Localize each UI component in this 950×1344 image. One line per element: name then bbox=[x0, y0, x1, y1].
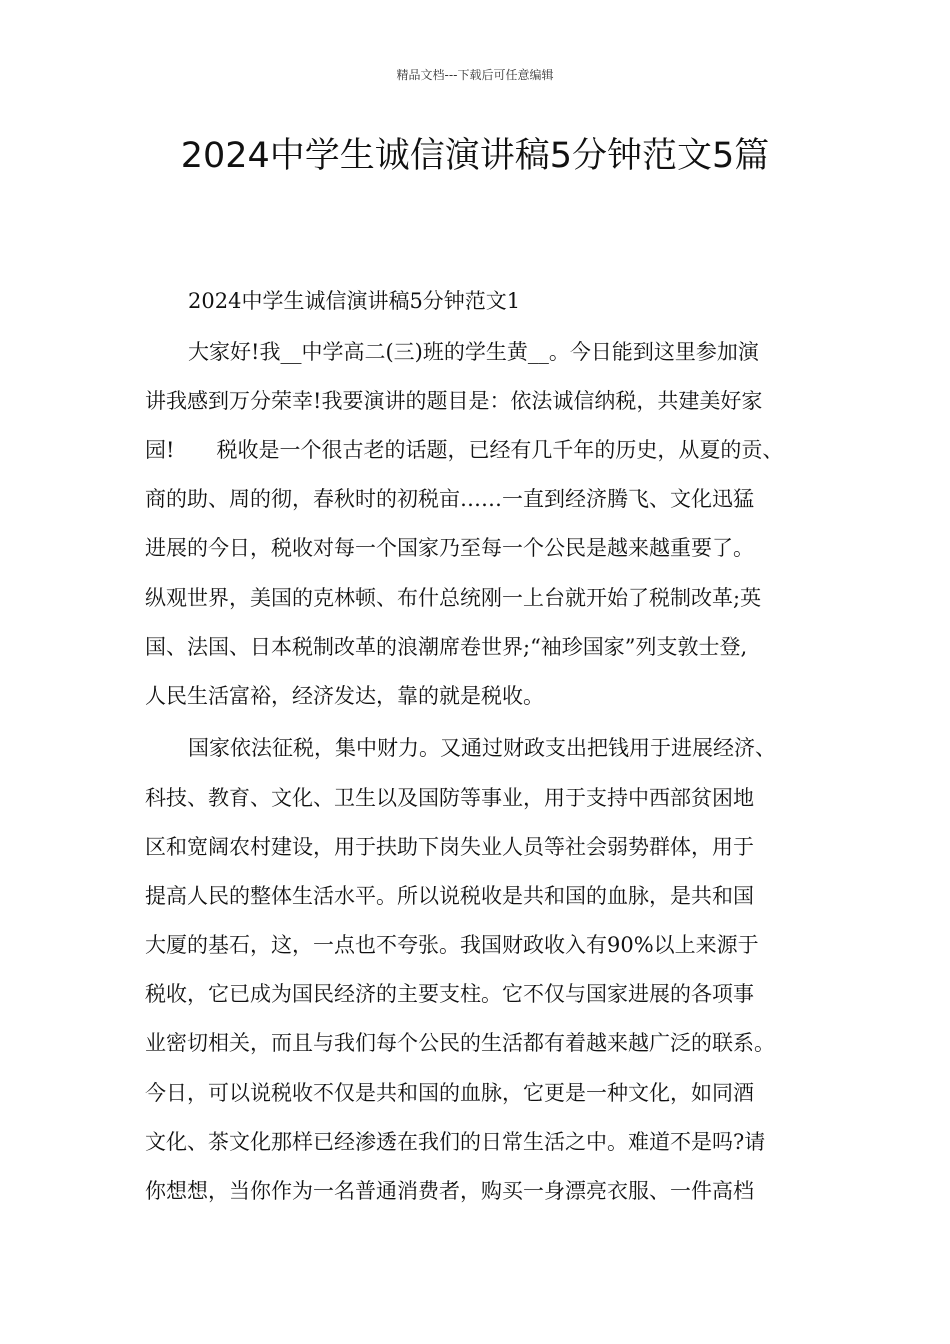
paragraph-line: 业密切相关，而且与我们每个公民的生活都有着越来越广泛的联系。 bbox=[145, 1031, 775, 1055]
paragraph-line: 商的助、周的彻，春秋时的初税亩……一直到经济腾飞、文化迅猛 bbox=[145, 487, 754, 511]
paragraph-line: 人民生活富裕，经济发达，靠的就是税收。 bbox=[145, 684, 544, 708]
paragraph-line: 国、法国、日本税制改革的浪潮席卷世界;“袖珍国家”列支敦士登, bbox=[145, 635, 748, 659]
paragraph-line: 区和宽阔农村建设，用于扶助下岗失业人员等社会弱势群体，用于 bbox=[145, 835, 754, 859]
paragraph-line: 今日，可以说税收不仅是共和国的血脉，它更是一种文化，如同酒 bbox=[145, 1081, 754, 1105]
page-header-note: 精品文档---下载后可任意编辑 bbox=[396, 68, 554, 82]
paragraph-line: 提高人民的整体生活水平。所以说税收是共和国的血脉，是共和国 bbox=[145, 884, 754, 908]
paragraph-line: 进展的今日，税收对每一个国家乃至每一个公民是越来越重要了。 bbox=[145, 536, 754, 560]
paragraph-line: 讲我感到万分荣幸!我要演讲的题目是：依法诚信纳税，共建美好家 bbox=[145, 389, 763, 413]
paragraph-line: 科技、教育、文化、卫生以及国防等事业，用于支持中西部贫困地 bbox=[145, 786, 754, 810]
document-title: 2024中学生诚信演讲稿5分钟范文5篇 bbox=[180, 136, 770, 176]
paragraph-line: 国家依法征税，集中财力。又通过财政支出把钱用于进展经济、 bbox=[188, 736, 776, 760]
paragraph-line: 纵观世界，美国的克林顿、布什总统刚一上台就开始了税制改革;英 bbox=[145, 586, 762, 610]
paragraph-line: 大家好!我__中学高二(三)班的学生黄__。今日能到这里参加演 bbox=[188, 340, 759, 364]
paragraph-line: 园! 税收是一个很古老的话题，已经有几千年的历史，从夏的贡、 bbox=[145, 438, 784, 462]
paragraph-line: 税收，它已成为国民经济的主要支柱。它不仅与国家进展的各项事 bbox=[145, 982, 754, 1006]
paragraph-line: 文化、茶文化那样已经渗透在我们的日常生活之中。难道不是吗?请 bbox=[145, 1130, 766, 1154]
section-heading: 2024中学生诚信演讲稿5分钟范文1 bbox=[188, 289, 521, 313]
paragraph-line: 大厦的基石，这，一点也不夸张。我国财政收入有90%以上来源于 bbox=[145, 933, 759, 957]
paragraph-line: 你想想，当你作为一名普通消费者，购买一身漂亮衣服、一件高档 bbox=[145, 1179, 754, 1203]
